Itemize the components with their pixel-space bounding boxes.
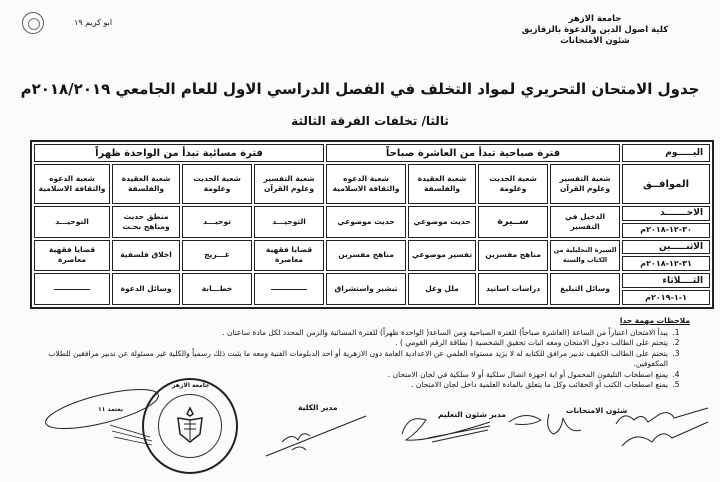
day-header: اليـــــوم <box>622 144 710 162</box>
exam-cell: حديث موضوعي <box>326 206 406 238</box>
stamp-text: جامعة الازهر <box>172 382 210 389</box>
exam-cell: ملل وغل <box>408 273 476 305</box>
date-header: الموافــق <box>622 164 710 204</box>
handwritten-signature-ellipse <box>40 385 160 445</box>
column-header: شعبة العقيدة والفلسفة <box>112 164 180 204</box>
exam-cell: توحيـــد <box>182 206 252 238</box>
note-item: 2. يتحتم على الطالب دخول الامتحان ومعه اثبات تحقيق الشخصية ( بطاقة الرقم القومي ) . <box>30 338 670 349</box>
column-header: شعبة الحديث وعلومة <box>478 164 548 204</box>
notes-heading: ملاحظات مهمة جدا <box>619 316 690 325</box>
empty-exam-cell <box>34 273 110 305</box>
column-header: شعبة التفسير وعلوم القرآن <box>254 164 324 204</box>
exam-cell: وسائل الدعوة <box>112 273 180 305</box>
note-item: 3. يتحتم على الطالب الكفيف تدبير مرافق للكتابه له لا يزيد مستواه العلمي عن الاعدادية العامة دون الازهرية أو احد الدبلومات الفنية ومعه ما يثبت ذلك رسمياً والكلية غير مسئولة عن تدبير مرافقين للطلاب المكفوفين. <box>30 349 670 370</box>
exam-cell: دراسات اسانيد <box>478 273 548 305</box>
college-director-signature <box>262 410 372 460</box>
page-title: جدول الامتحان التحريري لمواد التخلف في الفصل الدراسي الاول للعام الجامعي ٢٠١٨/٢٠١٩م <box>20 80 700 98</box>
page-subtitle <box>20 114 700 128</box>
exam-cell: اخلاق فلسفية <box>112 240 180 272</box>
note-item: 1. يبدأ الامتحان اعتباراً من الساعة (العاشرة صباحاً) للفترة الصباحية ومن الساعة( الواحدة ظهراً) للفترة المسائية والزمن المحدد لكل مادة ساعتان . <box>30 328 670 339</box>
university-name: جامعة الازهر <box>568 14 622 24</box>
column-header: شعبة العقيدة والفلسفة <box>408 164 476 204</box>
exam-cell: ســيرة <box>478 206 548 238</box>
exam-cell: مناهج مفسرين <box>326 240 406 272</box>
date-cell: ١-١-٢٠١٩م <box>622 290 710 305</box>
day-cell: الاثنـــــين <box>622 240 710 255</box>
education-director-signature <box>398 410 498 450</box>
small-seal-icon <box>22 12 44 34</box>
exam-cell: مناهج مفسرين <box>478 240 548 272</box>
institution-header <box>520 14 670 47</box>
column-header: شعبة الدعوه والثقافة الاسلامية <box>34 164 110 204</box>
empty-exam-cell <box>254 273 324 305</box>
exam-cell: قضايا فقهية معاصرة <box>34 240 110 272</box>
notes-list <box>30 328 690 391</box>
exams-affairs-signature <box>505 408 585 448</box>
exam-cell: السيرة التحليلية من الكتاب والسنة <box>550 240 620 272</box>
day-cell: الاحـــــــد <box>622 206 710 221</box>
column-header: شعبة التفسير وعلوم القرآن <box>550 164 620 204</box>
college-director-label: مدير الكلية <box>298 403 338 412</box>
exams-affairs-label: شئون الامتحانات <box>566 406 628 415</box>
note-item: 5. يمنع اصطحاب الكتب أو الحقائب وكل ما يتعلق بالمادة العلمية داخل لجان الامتحان . <box>30 380 670 391</box>
exam-cell: حديث موضوعي <box>408 206 476 238</box>
notes-section <box>30 316 690 391</box>
section-header-row <box>34 164 710 204</box>
subtitle-text: ثالثا/ تخلفات الفرقة الثالثة <box>291 114 449 128</box>
period-header-row <box>34 144 710 162</box>
exam-cell: خطـــابة <box>182 273 252 305</box>
exam-cell: تفسير موضوعي <box>408 240 476 272</box>
date-cell: ٣١-١٢-٢٠١٨م <box>622 256 710 271</box>
morning-period-header: فترة صباحية تبدأ من العاشرة صباحاً <box>326 144 620 162</box>
exam-cell: غـــريج <box>182 240 252 272</box>
exam-cell: وسائل التبليغ <box>550 273 620 305</box>
column-header: شعبة الدعوه والثقافة الاسلامية <box>326 164 406 204</box>
department-name: شئون الامتحانات <box>560 36 630 46</box>
dash-mark <box>271 289 307 290</box>
education-director-label: مدير شئون التعليم <box>438 410 506 419</box>
note-item: 4. يمنع اصطحاب التليفون المحمول أو اية اجهزة اتصال سلكية أو لا سلكية في لجان الامتحان . <box>30 370 670 381</box>
exam-cell: قضايا فقهية معاصرة <box>254 240 324 272</box>
exam-cell: الدخيل في التفسير <box>550 206 620 238</box>
exam-cell: منطق حديث ومناهج بحـث <box>112 206 180 238</box>
exam-cell: التوحيـــد <box>254 206 324 238</box>
dash-mark <box>54 289 90 290</box>
eagle-emblem-icon <box>170 404 210 448</box>
column-header: شعبة الحديث وعلومة <box>182 164 252 204</box>
table-row <box>34 240 710 255</box>
day-cell: الثــــلاثاء <box>622 273 710 288</box>
date-cell: ٣٠-١٢-٢٠١٨م <box>622 223 710 238</box>
exams-head-signature <box>612 406 712 456</box>
stamp-note: يعتمد ١١ <box>98 406 123 413</box>
evening-period-header: فترة مسائية تبدأ من الواحدة ظهراً <box>34 144 324 162</box>
table-row <box>34 273 710 288</box>
exam-schedule-table <box>30 140 714 309</box>
corner-note: ابو كريم ١٩ <box>74 18 113 27</box>
exam-cell: التوحيـــد <box>34 206 110 238</box>
college-name: كلية اصول الدين والدعوة بالزقازيق <box>521 25 669 35</box>
table-row <box>34 206 710 221</box>
exam-cell: تبشير واستشراق <box>326 273 406 305</box>
